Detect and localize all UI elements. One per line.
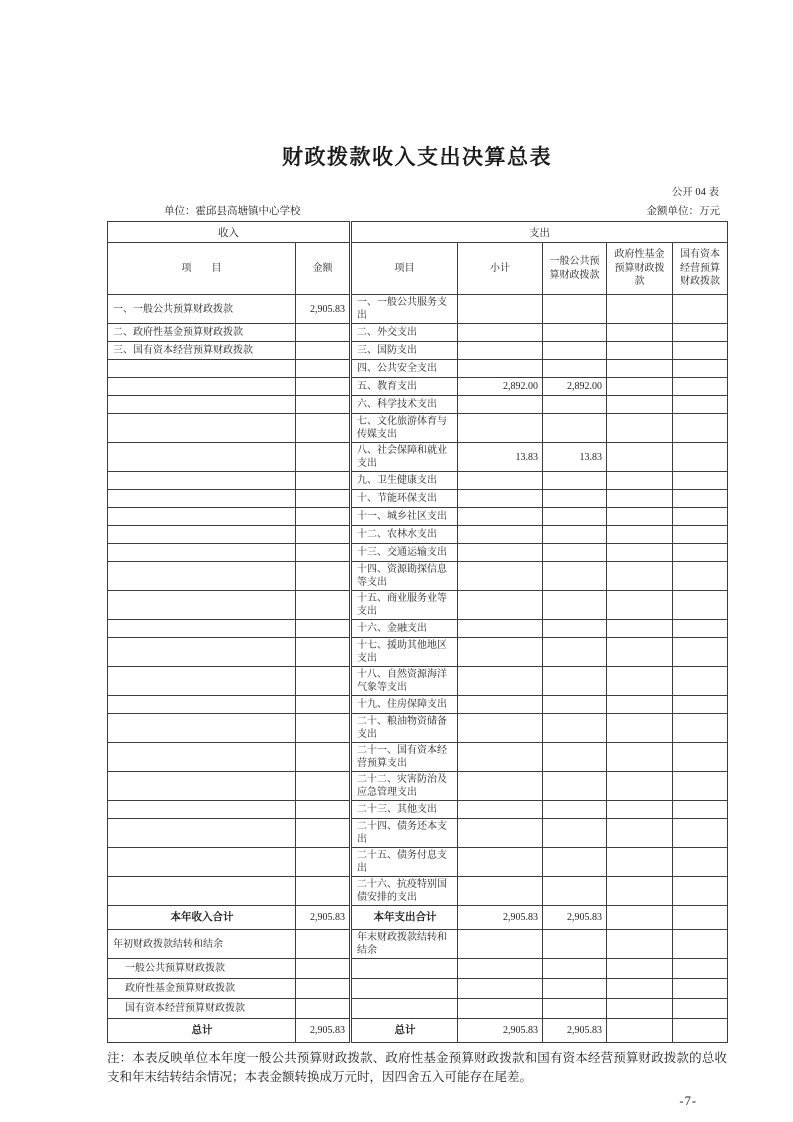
col-header-expense-item: 项目 [351,243,458,295]
income-item-cell [108,472,296,490]
general-budget-cell [543,295,607,324]
expense-item-cell: 九、卫生健康支出 [351,472,458,490]
expense-item-cell: 二十五、债务付息支出 [351,848,458,877]
general-budget-cell [543,930,607,959]
table-row [108,714,728,743]
subtotal-cell [458,696,543,714]
expense-item-cell: 十九、住房保障支出 [351,696,458,714]
state-capital-cell [673,959,728,979]
table-row [108,544,728,562]
gov-fund-cell [607,930,673,959]
income-amount-cell [296,999,351,1019]
col-header-income-amount: 金额 [296,243,351,295]
subtotal-cell [458,638,543,667]
expense-item-cell: 六、科学技术支出 [351,396,458,414]
table-row [108,979,728,999]
subtotal-cell [458,848,543,877]
income-item-cell [108,526,296,544]
table-row [108,295,728,324]
income-amount-cell [296,930,351,959]
subtotal-cell [458,979,543,999]
gov-fund-cell [607,714,673,743]
general-budget-cell [543,324,607,342]
state-capital-cell [673,378,728,396]
expense-item-cell: 本年支出合计 [351,906,458,930]
page-title: 财政拨款收入支出决算总表 [282,145,552,169]
gov-fund-cell [607,295,673,324]
income-amount-cell [296,544,351,562]
gov-fund-cell [607,526,673,544]
gov-fund-cell [607,324,673,342]
footnote: 注：本表反映单位本年度一般公共预算财政拨款、政府性基金预算财政拨款和国有资本经营预算财政拨款的总收支和年末结转结余情况；本表金额转换成万元时，因四舍五入可能存在尾差。 [107,1051,727,1085]
income-amount-cell [296,443,351,472]
table-row [108,638,728,667]
income-item-cell [108,877,296,906]
general-budget-cell [543,877,607,906]
state-capital-cell [673,638,728,667]
income-item-cell [108,638,296,667]
expense-item-cell: 二十六、抗疫特别国债安排的支出 [351,877,458,906]
subtotal-cell [458,999,543,1019]
subtotal-cell [458,801,543,819]
income-item-cell [108,396,296,414]
table-row [108,378,728,396]
income-item-cell [108,562,296,591]
income-amount-cell [296,819,351,848]
income-item-cell [108,620,296,638]
income-amount-cell [296,959,351,979]
subtotal-cell [458,342,543,360]
income-item-cell [108,714,296,743]
table-row [108,562,728,591]
income-item-cell [108,508,296,526]
table-row [108,490,728,508]
income-amount-cell [296,801,351,819]
table-row [108,342,728,360]
income-item-cell: 总计 [108,1019,296,1043]
general-budget-cell [543,360,607,378]
table-row [108,508,728,526]
subtotal-cell: 13.83 [458,443,543,472]
income-item-cell: 国有资本经营预算财政拨款 [108,999,296,1019]
income-amount-cell [296,508,351,526]
subtotal-cell [458,714,543,743]
expense-item-cell: 二十三、其他支出 [351,801,458,819]
expense-item-cell: 二十二、灾害防治及应急管理支出 [351,772,458,801]
table-body [108,295,728,1043]
state-capital-cell [673,848,728,877]
gov-fund-cell [607,591,673,620]
table-code: 公开 04 表 [671,187,719,198]
general-budget-cell [543,801,607,819]
income-amount-cell [296,667,351,696]
general-budget-cell [543,620,607,638]
income-amount-cell [296,378,351,396]
general-budget-cell [543,999,607,1019]
subtotal-cell [458,360,543,378]
state-capital-cell [673,930,728,959]
subtotal-cell [458,295,543,324]
state-capital-cell [673,1019,728,1043]
income-amount-cell [296,877,351,906]
subtotal-cell [458,472,543,490]
table-row [108,819,728,848]
gov-fund-cell [607,848,673,877]
income-item-cell [108,360,296,378]
state-capital-cell [673,295,728,324]
expense-item-cell [351,979,458,999]
state-capital-cell [673,819,728,848]
table-header [108,222,728,295]
income-amount-cell [296,620,351,638]
income-item-cell: 本年收入合计 [108,906,296,930]
table-row [108,801,728,819]
table-row [108,667,728,696]
subtotal-cell: 2,892.00 [458,378,543,396]
expense-item-cell: 二、外交支出 [351,324,458,342]
table-row [108,526,728,544]
page-number: -7- [679,1093,697,1108]
general-budget-cell [543,526,607,544]
income-amount-cell [296,490,351,508]
state-capital-cell [673,490,728,508]
income-amount-cell [296,360,351,378]
gov-fund-cell [607,508,673,526]
expense-item-cell: 十七、援助其他地区支出 [351,638,458,667]
subtotal-cell [458,490,543,508]
general-budget-cell: 13.83 [543,443,607,472]
gov-fund-cell [607,979,673,999]
state-capital-cell [673,877,728,906]
expense-item-cell: 十三、交通运输支出 [351,544,458,562]
col-header-subtotal: 小计 [458,243,543,295]
fiscal-appropriation-table [107,221,728,1043]
amount-unit-label: 金额单位：万元 [646,206,720,217]
general-budget-cell [543,696,607,714]
general-budget-cell [543,772,607,801]
subtotal-cell [458,324,543,342]
table-row [108,1019,728,1043]
general-budget-cell [543,959,607,979]
state-capital-cell [673,667,728,696]
income-item-cell [108,490,296,508]
expense-item-cell: 一、一般公共服务支出 [351,295,458,324]
subtotal-cell [458,591,543,620]
gov-fund-cell [607,360,673,378]
income-item-cell [108,667,296,696]
gov-fund-cell [607,414,673,443]
expense-item-cell: 十一、城乡社区支出 [351,508,458,526]
income-item-cell [108,848,296,877]
table-row [108,959,728,979]
expense-item-cell [351,999,458,1019]
col-header-state-capital: 国有资本经营预算财政拨款 [673,243,728,295]
expense-section-header: 支出 [351,222,728,243]
table-row [108,743,728,772]
general-budget-cell [543,472,607,490]
income-amount-cell: 2,905.83 [296,295,351,324]
gov-fund-cell [607,999,673,1019]
subtotal-cell [458,508,543,526]
general-budget-cell [543,979,607,999]
subtotal-cell [458,526,543,544]
income-item-cell [108,743,296,772]
expense-item-cell: 十五、商业服务业等支出 [351,591,458,620]
state-capital-cell [673,526,728,544]
expense-item-cell: 十二、农林水支出 [351,526,458,544]
table-row [108,472,728,490]
income-item-cell [108,801,296,819]
general-budget-cell [543,508,607,526]
general-budget-cell [543,714,607,743]
income-amount-cell [296,396,351,414]
state-capital-cell [673,906,728,930]
expense-item-cell: 二十四、债务还本支出 [351,819,458,848]
expense-item-cell: 十四、资源勘探信息等支出 [351,562,458,591]
gov-fund-cell [607,443,673,472]
sheet [107,0,727,1109]
general-budget-cell [543,743,607,772]
gov-fund-cell [607,396,673,414]
section-header-row [108,222,728,243]
income-amount-cell [296,414,351,443]
gov-fund-cell [607,342,673,360]
general-budget-cell: 2,905.83 [543,1019,607,1043]
income-amount-cell [296,472,351,490]
table-row [108,443,728,472]
subtotal-cell [458,930,543,959]
expense-item-cell: 五、教育支出 [351,378,458,396]
expense-item-cell: 八、社会保障和就业支出 [351,443,458,472]
gov-fund-cell [607,696,673,714]
gov-fund-cell [607,562,673,591]
state-capital-cell [673,743,728,772]
state-capital-cell [673,562,728,591]
subtotal-cell [458,819,543,848]
table-row [108,591,728,620]
income-item-cell: 二、政府性基金预算财政拨款 [108,324,296,342]
column-header-row [108,243,728,295]
general-budget-cell [543,638,607,667]
income-amount-cell [296,848,351,877]
income-section-header: 收入 [108,222,351,243]
gov-fund-cell [607,620,673,638]
expense-item-cell [351,959,458,979]
state-capital-cell [673,443,728,472]
general-budget-cell [543,342,607,360]
gov-fund-cell [607,877,673,906]
state-capital-cell [673,324,728,342]
subtotal-cell: 2,905.83 [458,1019,543,1043]
income-amount-cell [296,324,351,342]
general-budget-cell [543,490,607,508]
gov-fund-cell [607,378,673,396]
table-row [108,999,728,1019]
state-capital-cell [673,772,728,801]
expense-item-cell: 二十一、国有资本经营预算支出 [351,743,458,772]
general-budget-cell [543,396,607,414]
general-budget-cell [543,819,607,848]
gov-fund-cell [607,772,673,801]
table-row [108,696,728,714]
table-row [108,930,728,959]
gov-fund-cell [607,801,673,819]
income-amount-cell [296,714,351,743]
table-row [108,620,728,638]
state-capital-cell [673,414,728,443]
state-capital-cell [673,714,728,743]
table-row [108,848,728,877]
income-amount-cell [296,696,351,714]
gov-fund-cell [607,490,673,508]
state-capital-cell [673,999,728,1019]
table-row [108,877,728,906]
subtotal-cell [458,667,543,696]
income-item-cell: 一般公共预算财政拨款 [108,959,296,979]
state-capital-cell [673,620,728,638]
income-amount-cell [296,979,351,999]
expense-item-cell: 十、节能环保支出 [351,490,458,508]
gov-fund-cell [607,1019,673,1043]
table-row [108,360,728,378]
income-amount-cell [296,772,351,801]
income-item-cell: 政府性基金预算财政拨款 [108,979,296,999]
general-budget-cell [543,562,607,591]
state-capital-cell [673,591,728,620]
state-capital-cell [673,544,728,562]
state-capital-cell [673,342,728,360]
table-row [108,772,728,801]
expense-item-cell: 十八、自然资源海洋气象等支出 [351,667,458,696]
col-header-general-budget: 一般公共预算财政拨款 [543,243,607,295]
income-item-cell [108,414,296,443]
general-budget-cell [543,848,607,877]
general-budget-cell: 2,892.00 [543,378,607,396]
income-item-cell [108,591,296,620]
subtotal-cell [458,620,543,638]
state-capital-cell [673,472,728,490]
income-amount-cell [296,342,351,360]
income-item-cell: 一、一般公共预算财政拨款 [108,295,296,324]
income-item-cell [108,443,296,472]
gov-fund-cell [607,544,673,562]
income-amount-cell: 2,905.83 [296,1019,351,1043]
subtotal-cell [458,959,543,979]
income-item-cell [108,772,296,801]
subtotal-cell [458,396,543,414]
subtotal-cell [458,877,543,906]
gov-fund-cell [607,743,673,772]
state-capital-cell [673,508,728,526]
expense-item-cell: 四、公共安全支出 [351,360,458,378]
subtotal-cell [458,414,543,443]
expense-item-cell: 七、文化旅游体育与传媒支出 [351,414,458,443]
state-capital-cell [673,396,728,414]
table-row [108,906,728,930]
income-item-cell: 年初财政拨款结转和结余 [108,930,296,959]
expense-item-cell: 年末财政拨款结转和结余 [351,930,458,959]
income-amount-cell [296,526,351,544]
general-budget-cell: 2,905.83 [543,906,607,930]
expense-item-cell: 十六、金融支出 [351,620,458,638]
state-capital-cell [673,979,728,999]
gov-fund-cell [607,638,673,667]
subtotal-cell: 2,905.83 [458,906,543,930]
expense-item-cell: 总计 [351,1019,458,1043]
income-amount-cell [296,638,351,667]
state-capital-cell [673,801,728,819]
table-row [108,414,728,443]
subtotal-cell [458,562,543,591]
general-budget-cell [543,414,607,443]
income-item-cell [108,544,296,562]
income-amount-cell [296,743,351,772]
col-header-income-item: 项 目 [108,243,296,295]
gov-fund-cell [607,472,673,490]
general-budget-cell [543,544,607,562]
income-amount-cell [296,562,351,591]
expense-item-cell: 三、国防支出 [351,342,458,360]
income-item-cell: 三、国有资本经营预算财政拨款 [108,342,296,360]
subtotal-cell [458,772,543,801]
subtotal-cell [458,544,543,562]
income-item-cell [108,378,296,396]
gov-fund-cell [607,959,673,979]
subtotal-cell [458,743,543,772]
table-row [108,396,728,414]
general-budget-cell [543,667,607,696]
state-capital-cell [673,360,728,378]
income-item-cell [108,819,296,848]
general-budget-cell [543,591,607,620]
col-header-gov-fund: 政府性基金预算财政拨款 [607,243,673,295]
income-amount-cell: 2,905.83 [296,906,351,930]
unit-label: 单位：霍邱县高塘镇中心学校 [164,206,301,217]
gov-fund-cell [607,819,673,848]
gov-fund-cell [607,667,673,696]
income-item-cell [108,696,296,714]
income-amount-cell [296,591,351,620]
table-row [108,324,728,342]
expense-item-cell: 二十、粮油物资储备支出 [351,714,458,743]
state-capital-cell [673,696,728,714]
gov-fund-cell [607,906,673,930]
meta-row [107,203,727,218]
